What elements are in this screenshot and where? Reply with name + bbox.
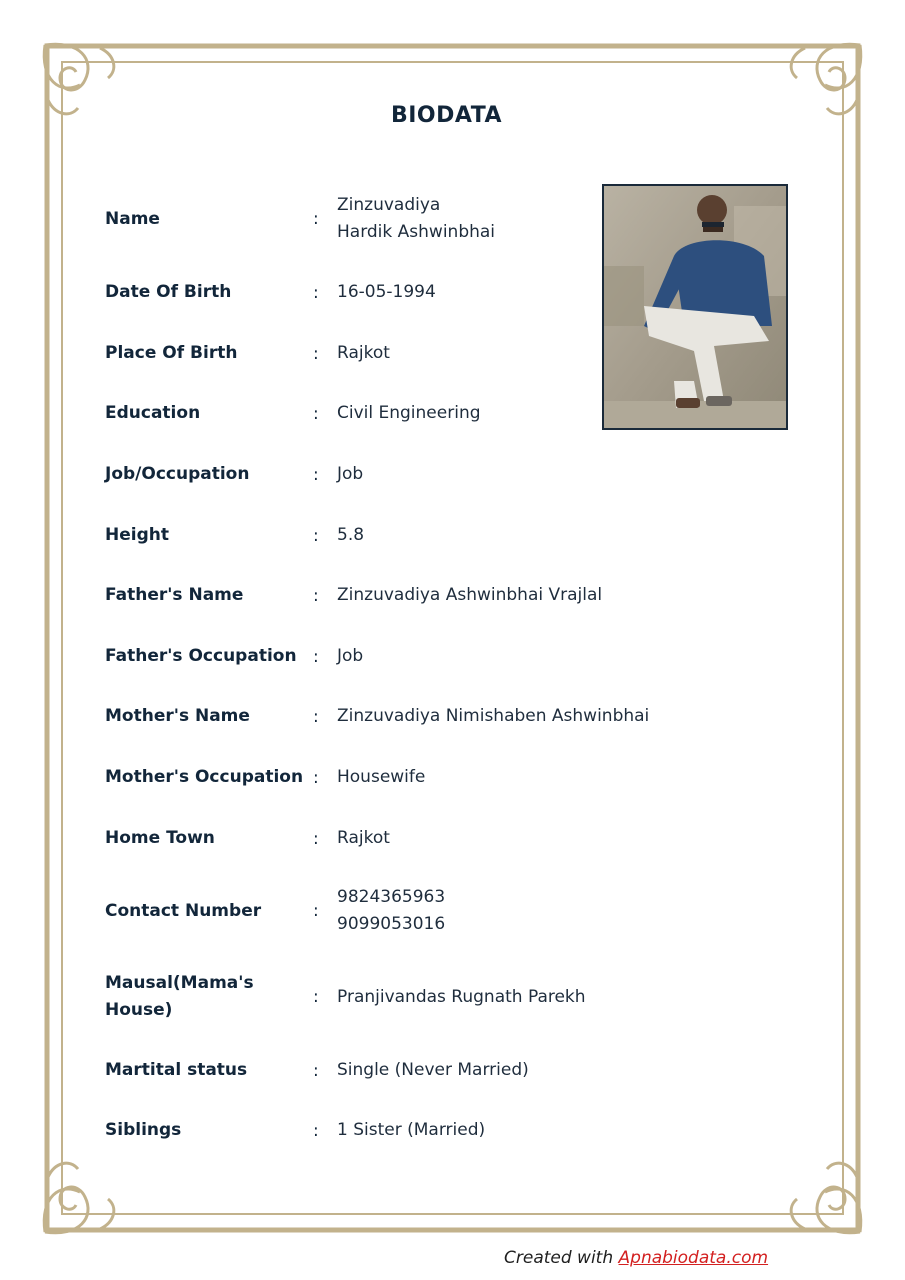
row-siblings xyxy=(105,1117,725,1144)
row-contact xyxy=(105,884,725,938)
footer-prefix: Created with xyxy=(504,1248,619,1268)
separator: : xyxy=(313,901,319,921)
label-pob: Place Of Birth xyxy=(105,343,238,363)
footer-credit xyxy=(504,1248,768,1268)
label-height: Height xyxy=(105,525,169,545)
value-contact: 9824365963 9099053016 xyxy=(337,887,446,934)
corner-ornament-bottom-right xyxy=(791,1163,861,1233)
footer-link[interactable]: Apnabiodata.com xyxy=(618,1248,769,1268)
row-mother-name xyxy=(105,703,725,730)
value-education: Civil Engineering xyxy=(337,403,481,423)
label-name: Name xyxy=(105,208,160,229)
row-mother-occupation xyxy=(105,764,725,791)
separator: : xyxy=(313,987,319,1007)
row-home-town xyxy=(105,825,725,852)
value-pob: Rajkot xyxy=(337,343,390,363)
separator: : xyxy=(313,767,319,788)
value-father-occupation: Job xyxy=(337,646,364,666)
value-siblings: 1 Sister (Married) xyxy=(337,1120,486,1140)
label-home-town: Home Town xyxy=(105,828,215,848)
label-mother-name: Mother's Name xyxy=(105,706,250,726)
row-father-name xyxy=(105,582,725,609)
separator: : xyxy=(313,585,319,606)
value-father-name: Zinzuvadiya Ashwinbhai Vrajlal xyxy=(337,585,603,605)
label-education: Education xyxy=(105,403,201,423)
page-title: BIODATA xyxy=(390,103,503,128)
separator: : xyxy=(313,282,319,303)
label-mausal: Mausal(Mama's House) xyxy=(105,973,254,1020)
label-siblings: Siblings xyxy=(105,1120,182,1140)
separator: : xyxy=(313,1060,319,1081)
value-mother-occupation: Housewife xyxy=(337,767,426,787)
separator: : xyxy=(313,464,319,485)
separator: : xyxy=(313,343,319,364)
corner-ornament-bottom-left xyxy=(44,1163,114,1233)
label-father-occupation: Father's Occupation xyxy=(105,646,297,666)
row-occupation xyxy=(105,461,725,488)
separator: : xyxy=(313,706,319,727)
value-height: 5.8 xyxy=(337,525,365,545)
separator: : xyxy=(313,525,319,546)
value-name: Zinzuvadiya Hardik Ashwinbhai xyxy=(337,195,496,242)
row-pob xyxy=(105,340,725,367)
row-name xyxy=(105,192,725,246)
value-dob: 16-05-1994 xyxy=(337,282,436,302)
row-education xyxy=(105,400,725,427)
label-contact: Contact Number xyxy=(105,900,262,921)
label-marital: Martital status xyxy=(105,1060,248,1080)
value-occupation: Job xyxy=(337,464,364,484)
row-marital xyxy=(105,1057,725,1084)
label-father-name: Father's Name xyxy=(105,585,244,605)
row-mausal xyxy=(105,970,725,1024)
separator: : xyxy=(313,1120,319,1141)
value-marital: Single (Never Married) xyxy=(337,1060,529,1080)
value-home-town: Rajkot xyxy=(337,828,390,848)
separator: : xyxy=(313,209,319,229)
label-dob: Date Of Birth xyxy=(105,282,232,302)
value-mausal: Pranjivandas Rugnath Parekh xyxy=(337,986,586,1007)
row-father-occupation xyxy=(105,643,725,670)
row-dob xyxy=(105,279,725,306)
separator: : xyxy=(313,828,319,849)
label-mother-occupation: Mother's Occupation xyxy=(105,767,304,787)
value-mother-name: Zinzuvadiya Nimishaben Ashwinbhai xyxy=(337,706,650,726)
label-occupation: Job/Occupation xyxy=(105,464,250,484)
separator: : xyxy=(313,646,319,667)
row-height xyxy=(105,522,725,549)
separator: : xyxy=(313,403,319,424)
